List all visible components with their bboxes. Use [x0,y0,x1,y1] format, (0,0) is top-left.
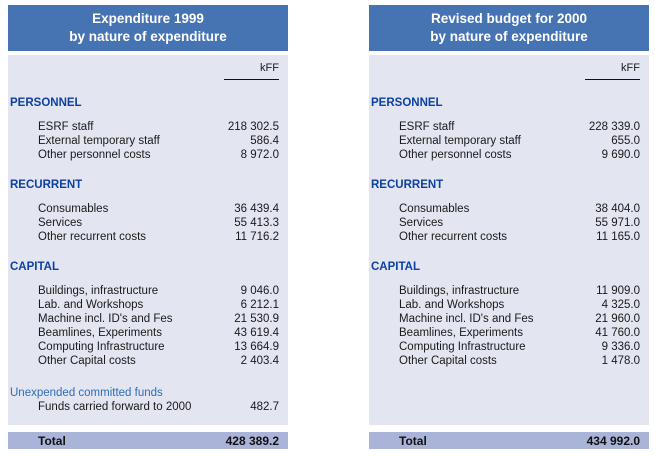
table-row [371,230,640,244]
expenditure-1999-title [8,5,288,51]
table-section [10,96,279,162]
row-value: 11 716.2 [235,231,279,243]
row-label: Consumables [399,203,470,215]
row-value: 11 165.0 [596,231,640,243]
unit-label: kFF [260,62,279,74]
row-label: Services [38,217,83,229]
table-section [10,260,279,368]
expenditure-1999-table [8,5,288,449]
row-label: Beamlines, Experiments [399,327,523,339]
row-label: Other personnel costs [399,149,512,161]
table-row [10,216,279,230]
row-value: 9 690.0 [601,149,640,161]
table-row [10,340,279,354]
row-value: 9 046.0 [240,285,279,297]
sections-container [371,96,640,368]
row-label: Other recurrent costs [38,231,147,243]
revised-budget-2000-body [369,55,649,425]
section-rows [10,284,279,368]
total-label: Total [38,433,66,448]
table-row [371,340,640,354]
section-rows [10,120,279,162]
section-rows [10,202,279,244]
row-label: Machine incl. ID's and Fes [38,313,173,325]
table-row [10,134,279,148]
table-title-line2: by nature of expenditure [69,29,227,44]
row-value: 36 439.4 [234,203,279,215]
table-title-line1: Expenditure 1999 [92,11,204,26]
row-label: Beamlines, Experiments [38,327,162,339]
row-value: 2 403.4 [240,355,279,367]
table-section [371,96,640,162]
section-rows [371,202,640,244]
row-value: 43 619.4 [234,327,279,339]
section-rows [10,400,279,414]
table-row [10,400,279,414]
row-value: 41 760.0 [595,327,640,339]
row-label: Services [399,217,444,229]
row-label: Other Capital costs [38,355,136,367]
table-row [371,354,640,368]
row-label: Other recurrent costs [399,231,508,243]
section-label: CAPITAL [10,261,59,273]
table-row [371,298,640,312]
row-label: Buildings, infrastructure [38,285,159,297]
table-row [10,312,279,326]
table-row [371,202,640,216]
row-value: 4 325.0 [601,299,640,311]
revised-budget-2000-title [369,5,649,51]
section-label: RECURRENT [10,179,83,191]
total-value: 428 389.2 [225,433,279,448]
row-value: 21 960.0 [595,313,640,325]
row-value: 655.0 [611,135,640,147]
section-label: PERSONNEL [371,97,443,109]
table-row [371,326,640,340]
row-label: External temporary staff [38,135,160,147]
row-label: Funds carried forward to 2000 [38,401,192,413]
row-value: 1 478.0 [601,355,640,367]
row-label: External temporary staff [399,135,521,147]
section-label: PERSONNEL [10,97,82,109]
table-row [371,216,640,230]
section-label: RECURRENT [371,179,444,191]
row-value: 55 971.0 [595,217,640,229]
row-label: Lab. and Workshops [38,299,144,311]
row-value: 13 664.9 [234,341,279,353]
table-row [10,298,279,312]
row-label: Computing Infrastructure [38,341,165,353]
unit-label: kFF [621,62,640,74]
row-label: ESRF staff [38,121,94,133]
table-row [371,148,640,162]
revised-budget-2000-table [369,5,649,449]
table-row [10,148,279,162]
table-row [371,312,640,326]
section-rows [371,120,640,162]
section-label: CAPITAL [371,261,420,273]
row-value: 6 212.1 [240,299,279,311]
row-value: 38 404.0 [595,203,640,215]
table-row [10,230,279,244]
table-row [371,134,640,148]
row-label: Lab. and Workshops [399,299,505,311]
table-row [10,284,279,298]
unit-underline [224,79,279,80]
row-value: 228 339.0 [588,121,640,133]
total-label: Total [399,433,427,448]
total-bar [8,432,288,449]
row-value: 586.4 [250,135,279,147]
table-title-line1: Revised budget for 2000 [430,11,588,26]
table-title-line2: by nature of expenditure [430,29,588,44]
table-row [10,202,279,216]
row-value: 482.7 [250,401,279,413]
sections-container [10,96,279,414]
total-bar [369,432,649,449]
row-label: Machine incl. ID's and Fes [399,313,534,325]
table-row [10,354,279,368]
table-section [371,178,640,244]
row-label: Other personnel costs [38,149,151,161]
table-section [10,386,279,414]
row-label: Consumables [38,203,109,215]
row-label: Computing Infrastructure [399,341,526,353]
row-value: 21 530.9 [234,313,279,325]
row-value: 8 972.0 [240,149,279,161]
row-value: 9 336.0 [601,341,640,353]
table-row [10,326,279,340]
total-value: 434 992.0 [586,433,640,448]
section-rows [371,284,640,368]
row-label: Other Capital costs [399,355,497,367]
table-section [10,178,279,244]
section-label: Unexpended committed funds [10,387,163,399]
table-section [371,260,640,368]
row-label: Buildings, infrastructure [399,285,520,297]
row-value: 55 413.3 [234,217,279,229]
expenditure-1999-body [8,55,288,425]
unit-underline [585,79,640,80]
row-value: 11 909.0 [596,285,640,297]
row-label: ESRF staff [399,121,455,133]
table-row [10,120,279,134]
table-row [371,120,640,134]
table-row [371,284,640,298]
row-value: 218 302.5 [227,121,279,133]
